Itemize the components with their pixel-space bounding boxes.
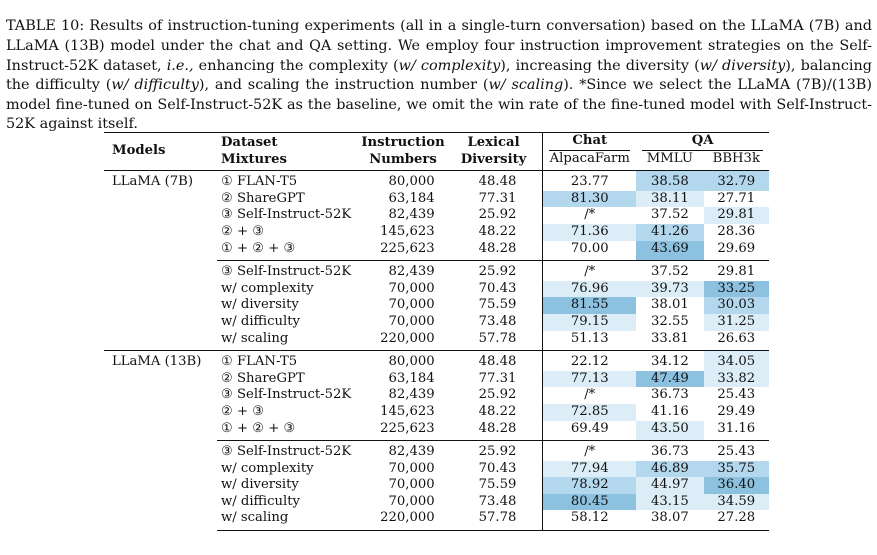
dataset-mixture: w/ scaling xyxy=(217,510,361,530)
instruction-numbers: 82,439 xyxy=(388,207,435,223)
caption-italic: w/ scaling xyxy=(488,77,564,94)
dataset-mixture: w/ diversity xyxy=(220,297,299,313)
bbh3k-score: 25.43 xyxy=(704,441,769,461)
lexical-diversity: 25.92 xyxy=(445,441,543,461)
bbh3k-score: 35.75 xyxy=(704,461,769,478)
lexical-diversity: 48.48 xyxy=(445,171,543,191)
alpacafarm-score: 72.85 xyxy=(543,404,636,421)
header-models: Models xyxy=(104,133,217,171)
header-qa-label: QA xyxy=(642,133,763,151)
lexical-diversity: 77.31 xyxy=(478,190,517,206)
instruction-numbers: 220,000 xyxy=(361,510,444,530)
mmlu-score: 47.49 xyxy=(636,371,703,388)
dataset-mixture: ③ Self-Instruct-52K xyxy=(217,261,361,281)
model-name: LLaMA (13B) xyxy=(104,351,217,531)
caption-text: Results of instruction-tuning experiments (all in a single-turn conversation) based on the LLaMA (7B) and LLaMA (13B) model under the chat and QA setting. We employ four instruction improvement strategies on the Self-Instruct-52K dataset, xyxy=(6,18,872,74)
lexical-diversity: 57.78 xyxy=(478,330,517,346)
alpacafarm-score: 23.77 xyxy=(543,171,636,191)
bbh3k-score: 29.81 xyxy=(704,261,769,281)
instruction-numbers: 70,000 xyxy=(388,280,435,296)
dataset-mixture: ② + ③ xyxy=(220,403,265,419)
bbh3k-score: 27.28 xyxy=(704,510,769,530)
mmlu-score: 41.16 xyxy=(651,403,689,419)
dataset-mixture: w/ difficulty xyxy=(220,313,300,329)
bbh3k-score: 29.49 xyxy=(717,403,756,419)
dataset-mixture: w/ scaling xyxy=(220,330,289,346)
bbh3k-score: 28.36 xyxy=(717,223,756,239)
caption-italic: w/ diversity xyxy=(699,57,786,74)
caption-label: TABLE 10: xyxy=(6,18,90,35)
header-chat-label: Chat xyxy=(549,133,630,151)
lexical-diversity: 73.48 xyxy=(478,313,517,329)
model-name: LLaMA (7B) xyxy=(104,171,217,351)
mmlu-score: 34.12 xyxy=(636,351,703,371)
bbh3k-score: 27.71 xyxy=(717,190,756,206)
dataset-mixture: ① FLAN-T5 xyxy=(217,351,361,371)
caption-italic: w/ difficulty xyxy=(111,77,199,94)
dataset-mixture: w/ difficulty xyxy=(220,493,300,509)
instruction-numbers: 225,623 xyxy=(380,420,435,436)
lexical-diversity: 25.92 xyxy=(478,387,517,403)
mmlu-score: 37.52 xyxy=(651,207,689,223)
dataset-mixture: ③ Self-Instruct-52K xyxy=(220,387,352,403)
alpacafarm-score: /* xyxy=(543,441,636,461)
alpacafarm-score: 76.96 xyxy=(543,281,636,298)
mmlu-score: 36.73 xyxy=(636,441,703,461)
instruction-numbers: 70,000 xyxy=(388,313,435,329)
header-chat xyxy=(543,133,636,151)
header-row-1 xyxy=(104,133,769,151)
alpacafarm-score: 70.00 xyxy=(543,241,636,261)
alpacafarm-score: 69.49 xyxy=(543,421,636,441)
mmlu-score: 33.81 xyxy=(651,330,689,346)
bbh3k-score: 25.43 xyxy=(717,387,756,403)
bbh3k-score: 30.03 xyxy=(704,297,769,314)
alpacafarm-score: 80.45 xyxy=(543,494,636,511)
instruction-numbers: 80,000 xyxy=(361,351,444,371)
lexical-diversity: 48.28 xyxy=(478,240,517,256)
header-bbh3k: BBH3k xyxy=(712,150,760,166)
header-diversity-line1: Lexical xyxy=(467,135,520,150)
lexical-diversity: 77.31 xyxy=(478,370,517,386)
instruction-numbers: 70,000 xyxy=(388,460,435,476)
alpacafarm-score: /* xyxy=(543,387,636,404)
alpacafarm-score: 51.13 xyxy=(543,331,636,351)
table-caption xyxy=(6,17,872,135)
lexical-diversity: 70.43 xyxy=(478,460,517,476)
bbh3k-score: 33.25 xyxy=(704,281,769,298)
lexical-diversity: 70.43 xyxy=(478,280,517,296)
header-qa xyxy=(636,133,769,151)
mmlu-score: 39.73 xyxy=(636,281,703,298)
mmlu-score: 32.55 xyxy=(651,313,689,329)
dataset-mixture: ② ShareGPT xyxy=(220,190,305,206)
dataset-mixture: ③ Self-Instruct-52K xyxy=(217,441,361,461)
dataset-mixture: ① + ② + ③ xyxy=(220,420,296,436)
header-mixtures xyxy=(217,133,361,171)
header-mixtures-line1: Dataset xyxy=(220,135,278,150)
alpacafarm-score: /* xyxy=(543,207,636,224)
instruction-numbers: 82,439 xyxy=(361,441,444,461)
mmlu-score: 43.69 xyxy=(636,241,703,261)
dataset-mixture: w/ complexity xyxy=(220,280,314,296)
mmlu-score: 43.15 xyxy=(636,494,703,511)
caption-text: ). *Since we select the LLaMA (7B)/(13B) model fine-tuned on Self-Instruct-52K as the baseline, we omit the win rate of the fine-tuned model with Self-Instruct-52K against itself. xyxy=(6,77,872,133)
bbh3k-score: 26.63 xyxy=(717,330,756,346)
bbh3k-score: 29.69 xyxy=(717,240,756,256)
header-alpacafarm: AlpacaFarm xyxy=(543,151,636,171)
instruction-numbers: 225,623 xyxy=(380,240,435,256)
caption-text: ), and scaling the instruction number ( xyxy=(198,77,489,94)
lexical-diversity: 48.28 xyxy=(478,420,517,436)
alpacafarm-score: 81.30 xyxy=(543,191,636,208)
lexical-diversity: 25.92 xyxy=(478,207,517,223)
instruction-numbers: 145,623 xyxy=(380,403,435,419)
bbh3k-score: 29.81 xyxy=(704,207,769,224)
bbh3k-score: 33.82 xyxy=(704,371,769,388)
alpacafarm-score: 77.94 xyxy=(543,461,636,478)
bbh3k-score: 31.16 xyxy=(717,420,756,436)
instruction-numbers: 80,000 xyxy=(361,171,444,191)
dataset-mixture: ② ShareGPT xyxy=(220,370,305,386)
alpacafarm-score: /* xyxy=(543,261,636,281)
lexical-diversity: 48.22 xyxy=(478,223,517,239)
alpacafarm-score: 22.12 xyxy=(543,351,636,371)
bbh3k-score: 34.59 xyxy=(704,494,769,511)
bbh3k-score: 36.40 xyxy=(704,477,769,494)
alpacafarm-score: 71.36 xyxy=(543,224,636,241)
alpacafarm-score: 81.55 xyxy=(543,297,636,314)
mmlu-score: 38.58 xyxy=(636,171,703,191)
mmlu-score: 36.73 xyxy=(651,387,689,403)
bbh3k-score: 32.79 xyxy=(704,171,769,191)
caption-italic: i.e., xyxy=(166,57,194,74)
dataset-mixture: ① + ② + ③ xyxy=(220,240,296,256)
lexical-diversity: 25.92 xyxy=(445,261,543,281)
table-body xyxy=(104,171,769,531)
alpacafarm-score: 79.15 xyxy=(543,314,636,331)
instruction-numbers: 70,000 xyxy=(388,493,435,509)
mmlu-score: 43.50 xyxy=(636,421,703,441)
mmlu-score: 46.89 xyxy=(636,461,703,478)
instruction-numbers: 70,000 xyxy=(388,477,435,493)
caption-text: enhancing the complexity ( xyxy=(193,57,399,74)
mmlu-score: 41.26 xyxy=(636,224,703,241)
dataset-mixture: ① FLAN-T5 xyxy=(217,171,361,191)
table-row xyxy=(104,171,769,191)
caption-text: ), balancing the difficulty ( xyxy=(6,57,872,94)
bbh3k-score: 34.05 xyxy=(704,351,769,371)
instruction-numbers: 63,184 xyxy=(388,370,435,386)
header-diversity-line2: Diversity xyxy=(460,151,527,167)
alpacafarm-score: 77.13 xyxy=(543,371,636,388)
bbh3k-score: 31.25 xyxy=(704,314,769,331)
lexical-diversity: 48.48 xyxy=(445,351,543,371)
dataset-mixture: ③ Self-Instruct-52K xyxy=(220,207,352,223)
header-numbers xyxy=(361,133,444,171)
instruction-numbers: 70,000 xyxy=(388,297,435,313)
instruction-numbers: 63,184 xyxy=(388,190,435,206)
results-table xyxy=(104,132,769,531)
header-mmlu: MMLU xyxy=(646,150,693,166)
lexical-diversity: 57.78 xyxy=(445,510,543,530)
instruction-numbers: 145,623 xyxy=(380,223,435,239)
caption-italic: w/ complexity xyxy=(398,57,501,74)
caption-text: ), increasing the diversity ( xyxy=(500,57,700,74)
mmlu-score: 37.52 xyxy=(636,261,703,281)
header-numbers-line2: Numbers xyxy=(369,151,437,167)
dataset-mixture: w/ complexity xyxy=(220,460,314,476)
instruction-numbers: 220,000 xyxy=(380,330,435,346)
dataset-mixture: ② + ③ xyxy=(220,223,265,239)
header-numbers-line1: Instruction xyxy=(361,135,445,150)
mmlu-score: 44.97 xyxy=(636,477,703,494)
lexical-diversity: 75.59 xyxy=(478,297,517,313)
header-mixtures-line2: Mixtures xyxy=(220,151,287,167)
instruction-numbers: 82,439 xyxy=(388,387,435,403)
instruction-numbers: 82,439 xyxy=(361,261,444,281)
header-diversity xyxy=(445,133,543,171)
dataset-mixture: w/ diversity xyxy=(220,477,299,493)
mmlu-score: 38.01 xyxy=(651,297,689,313)
alpacafarm-score: 58.12 xyxy=(543,510,636,530)
mmlu-score: 38.07 xyxy=(636,510,703,530)
lexical-diversity: 73.48 xyxy=(478,493,517,509)
mmlu-score: 38.11 xyxy=(636,191,703,208)
table-row xyxy=(104,351,769,371)
alpacafarm-score: 78.92 xyxy=(543,477,636,494)
lexical-diversity: 48.22 xyxy=(478,403,517,419)
lexical-diversity: 75.59 xyxy=(478,477,517,493)
